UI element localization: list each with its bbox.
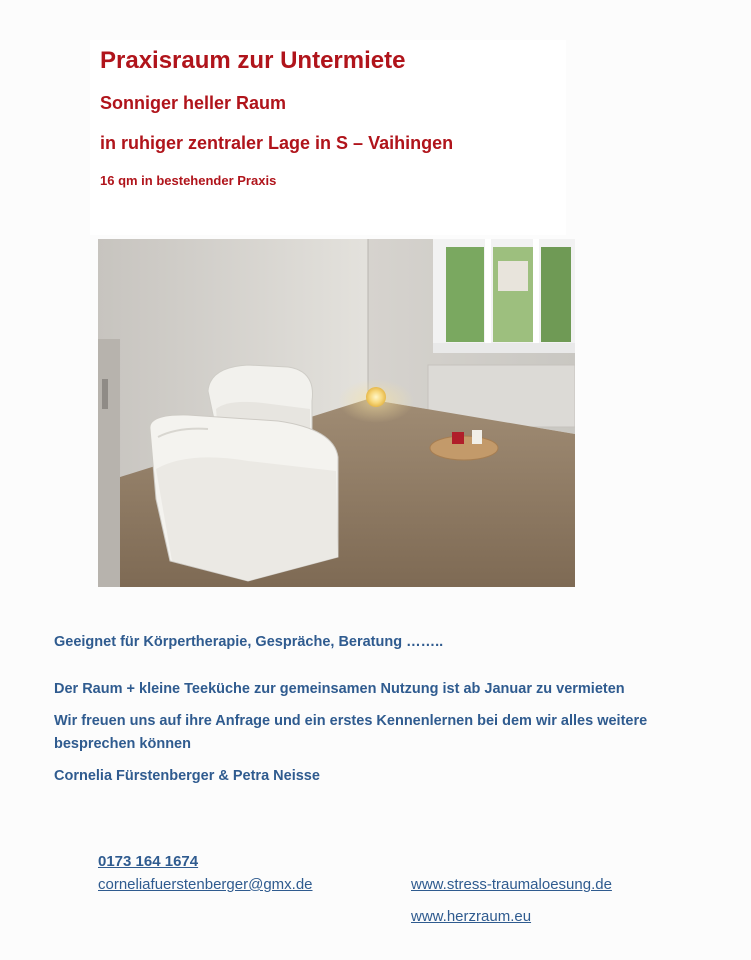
contact-names: Cornelia Fürstenberger & Petra Neisse [54,768,320,784]
email-link[interactable]: corneliafuerstenberger@gmx.de [98,876,313,893]
availability-text: Der Raum + kleine Teeküche zur gemeinsamen Nutzung ist ab Januar zu vermieten [54,681,625,697]
room-photo [98,239,575,587]
header-box [90,40,566,235]
website-link-stress-traumaloesung[interactable]: www.stress-traumaloesung.de [411,876,612,893]
website-link-herzraum[interactable]: www.herzraum.eu [411,908,532,925]
invitation-text: Wir freuen uns auf ihre Anfrage und ein erstes Kennenlernen bei dem wir alles weitere besprechen können [54,713,648,752]
subtitle-bright-room: Sonniger heller Raum [100,93,287,113]
subtitle-size: 16 qm in bestehender Praxis [100,173,277,188]
suitability-text: Geeignet für Körpertherapie, Gespräche, Beratung …….. [54,634,444,650]
page-title: Praxisraum zur Untermiete [100,47,406,74]
phone-link[interactable]: 0173 164 1674 [98,853,199,870]
subtitle-location: in ruhiger zentraler Lage in S – Vaihingen [100,133,454,153]
